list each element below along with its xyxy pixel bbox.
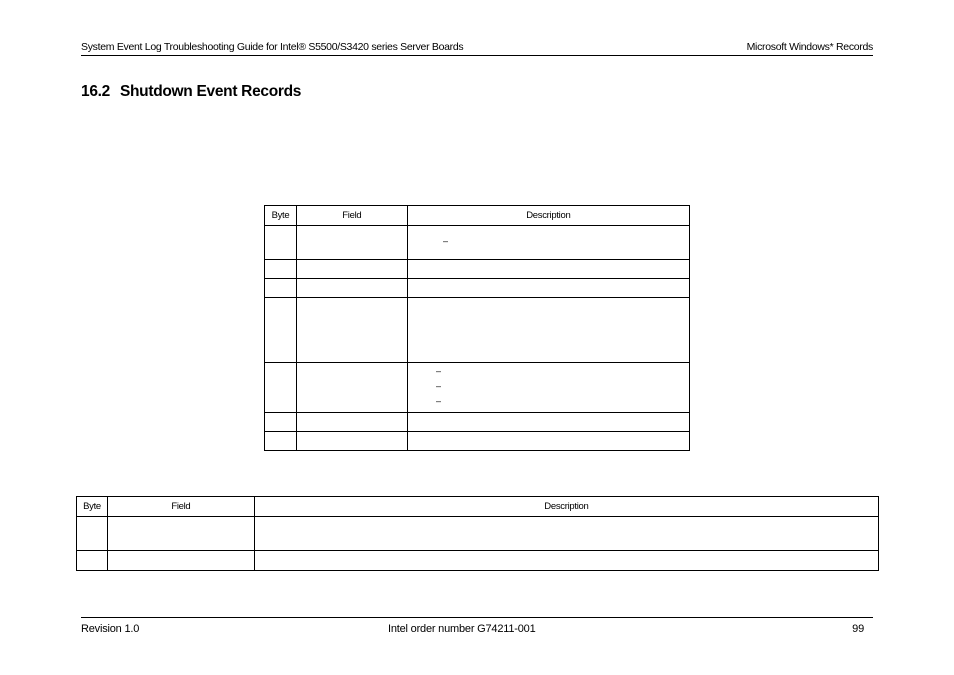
column-header-description: Description: [254, 497, 878, 517]
bullet-dash: –: [436, 396, 442, 406]
table-row: [265, 431, 690, 450]
table-row: [77, 551, 879, 571]
page-footer: [81, 617, 873, 635]
table-row: [265, 362, 690, 412]
bullet-dash: –: [436, 381, 442, 391]
header-chapter-title: Microsoft Windows* Records: [746, 41, 873, 53]
table-header-row: [265, 206, 690, 226]
header-document-title: System Event Log Troubleshooting Guide for Intel® S5500/S3420 series Server Boards: [81, 41, 464, 53]
table-row: [77, 517, 879, 551]
bullet-dash: –: [436, 366, 442, 376]
table-row: [265, 298, 690, 362]
column-header-byte: Byte: [77, 497, 108, 517]
table-row: [265, 226, 690, 260]
column-header-byte: Byte: [265, 206, 297, 226]
second-event-table: [76, 496, 879, 571]
footer-revision: Revision 1.0: [81, 623, 140, 635]
column-header-description: Description: [407, 206, 689, 226]
page-header: [81, 41, 873, 56]
column-header-field: Field: [107, 497, 254, 517]
footer-page-number: 99: [852, 623, 864, 635]
table-row: [265, 412, 690, 431]
section-heading: [81, 83, 301, 101]
section-title: Shutdown Event Records: [119, 83, 302, 100]
column-header-field: Field: [296, 206, 407, 226]
table-row: [265, 279, 690, 298]
section-number: 16.2: [81, 83, 110, 100]
table-row: [265, 260, 690, 279]
footer-order-number: Intel order number G74211-001: [388, 623, 536, 635]
shutdown-event-table: [264, 205, 690, 451]
table-header-row: [77, 497, 879, 517]
bullet-dash: –: [443, 236, 449, 246]
